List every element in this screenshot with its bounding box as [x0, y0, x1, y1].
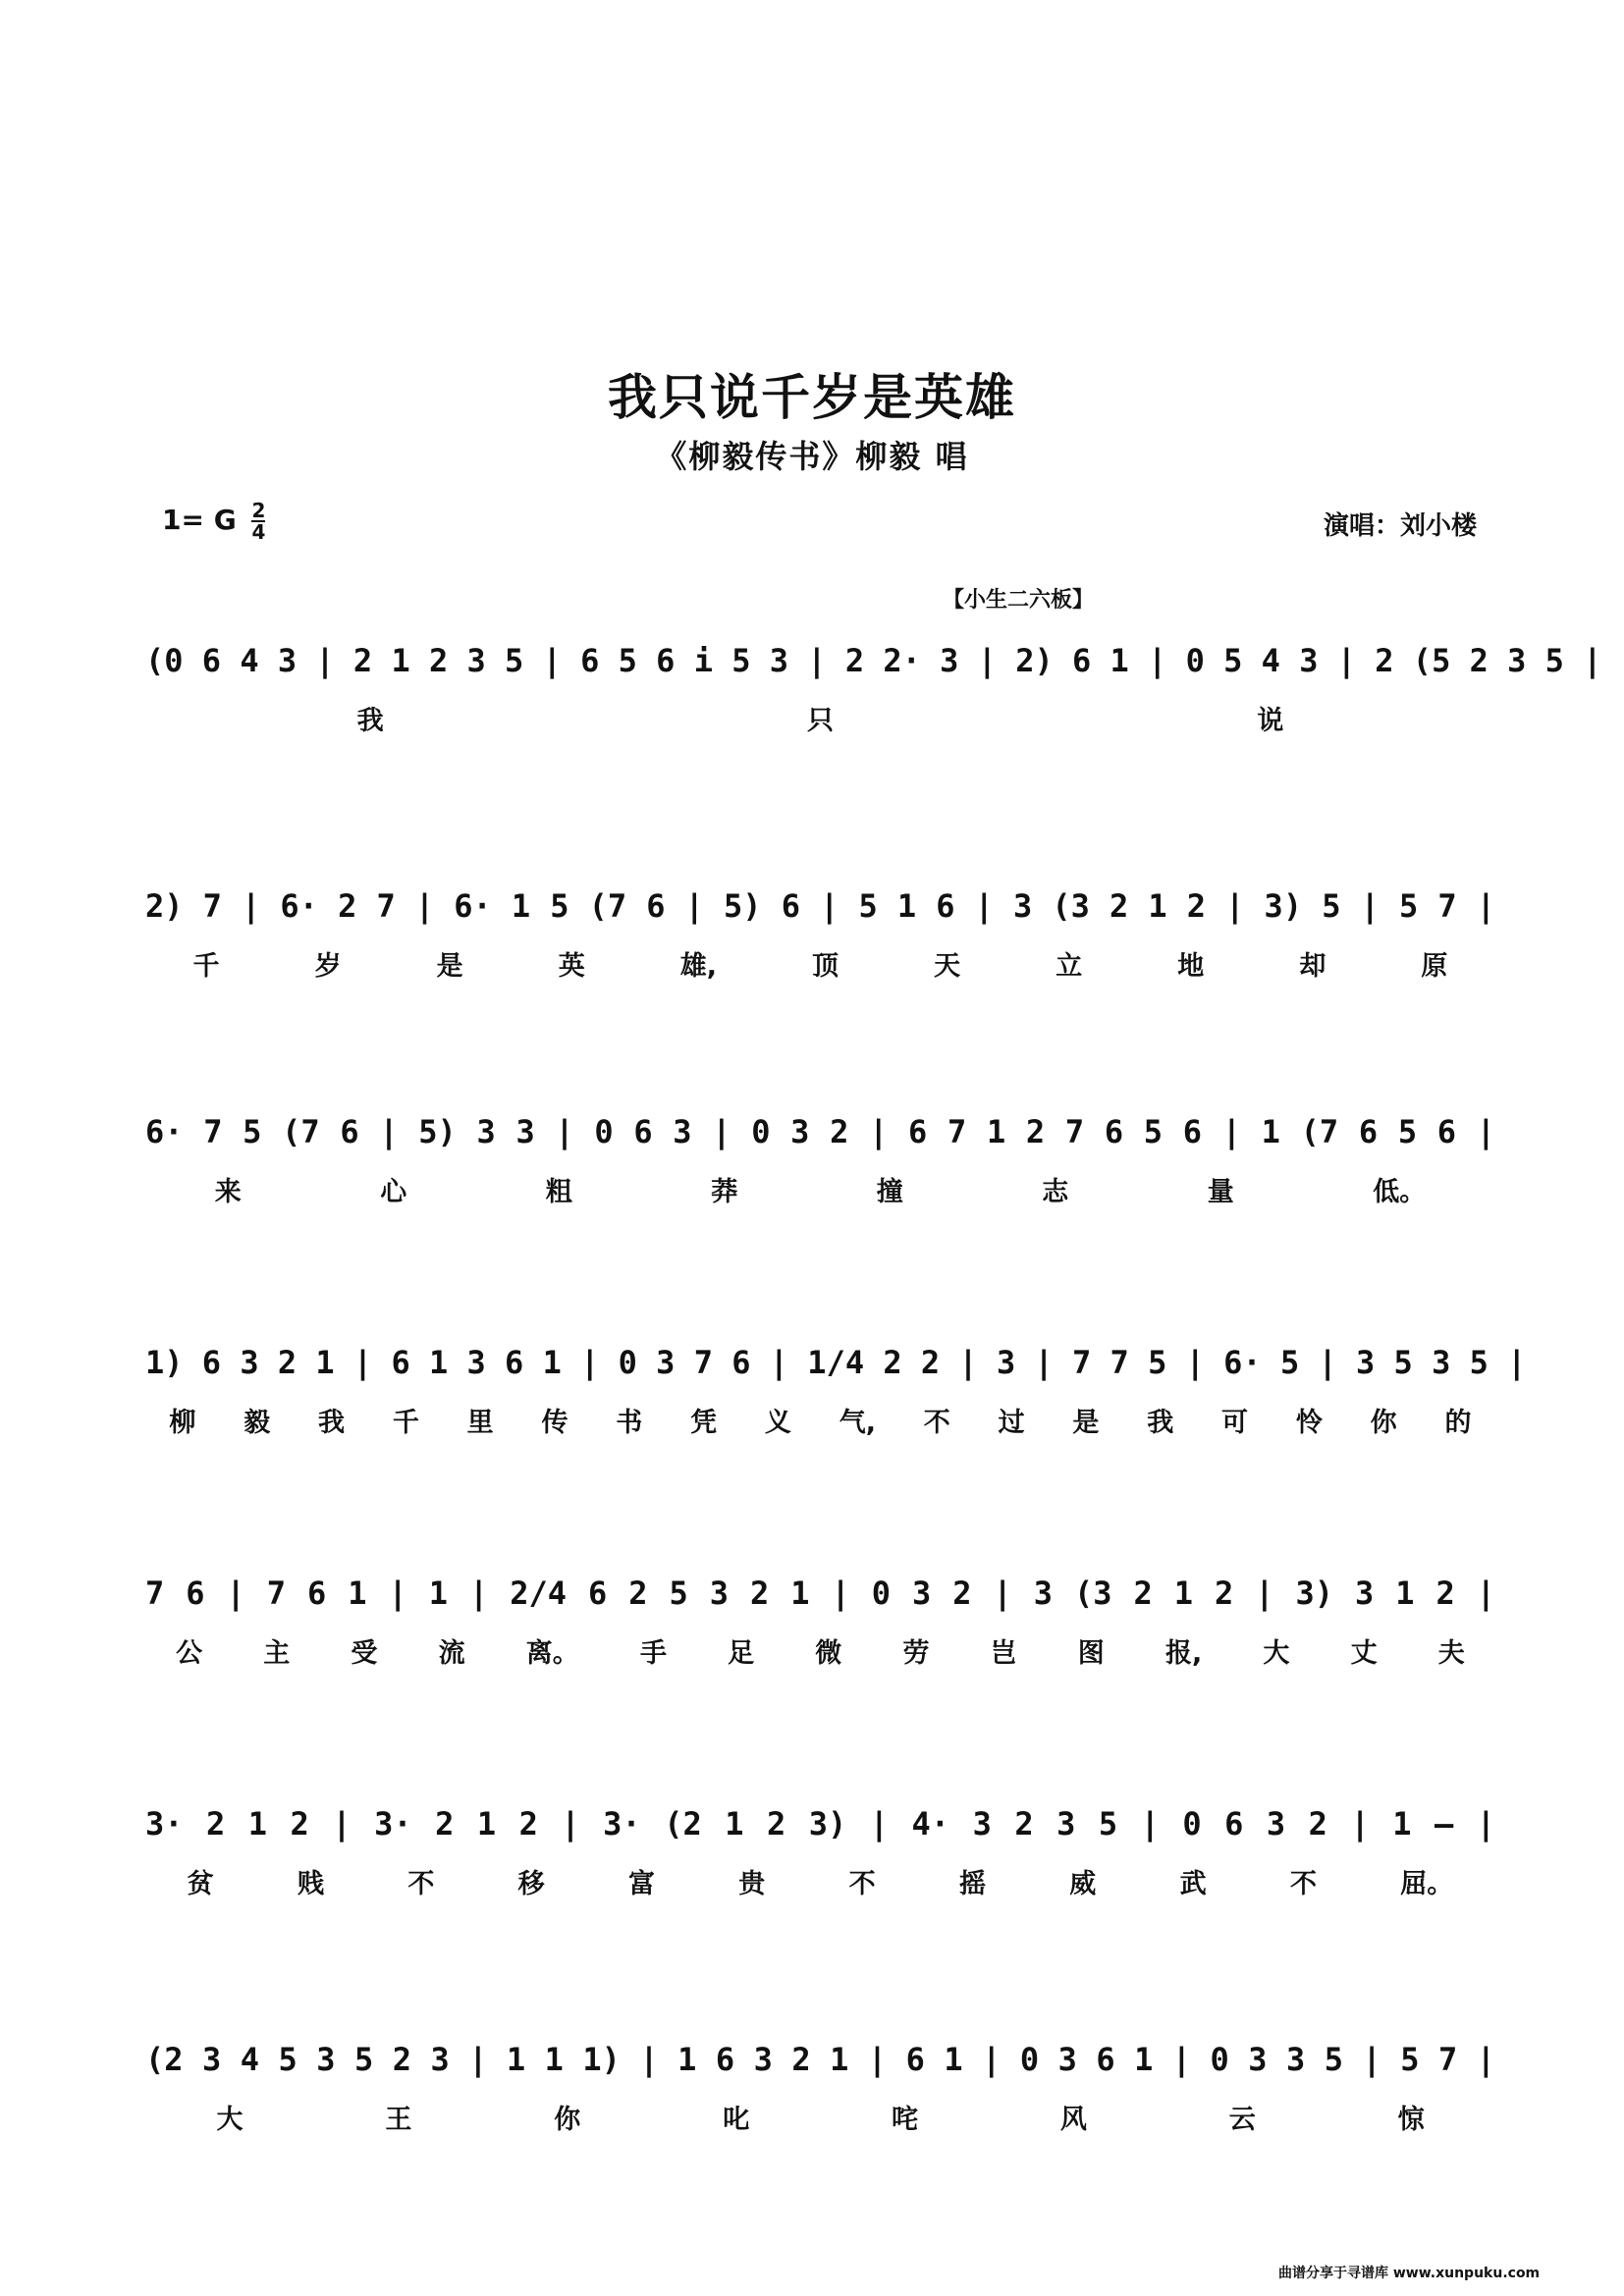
score-row — [145, 2017, 1495, 2155]
lyric-syllable: 丈 — [1350, 1638, 1378, 1669]
lyric-syllable: 贵 — [738, 1869, 766, 1899]
lyrics-line — [145, 944, 1495, 983]
notation-text: 7 6 | 7 6 1 | 1 | 2/4 6 2 5 3 2 1 | 0 3 2 | 3 (3 2 1 2 | 3) 3 1 2 | — [145, 1575, 1495, 1612]
lyric-syllable: 的 — [1444, 1408, 1472, 1438]
lyric-syllable: 原 — [1421, 951, 1448, 982]
lyric-syllable: 贫 — [187, 1869, 214, 1899]
lyric-syllable: 岁 — [314, 951, 342, 982]
key-label: 1= G — [162, 504, 237, 536]
lyric-syllable: 屈。 — [1400, 1869, 1454, 1899]
lyric-syllable: 离。 — [525, 1638, 579, 1669]
section-label: 【小生二六板】 — [943, 588, 1095, 613]
lyric-syllable: 受 — [351, 1638, 378, 1669]
lyric-syllable: 公 — [176, 1638, 203, 1669]
lyric-syllable: 风 — [1059, 2105, 1087, 2135]
lyric-syllable: 说 — [1257, 706, 1284, 736]
lyric-syllable: 我 — [356, 706, 384, 736]
lyric-syllable: 过 — [998, 1408, 1025, 1438]
lyric-syllable: 心 — [380, 1177, 407, 1207]
lyrics-line — [145, 1862, 1495, 1900]
lyric-syllable: 却 — [1299, 951, 1326, 982]
notation-text: 1) 6 3 2 1 | 6 1 3 6 1 | 0 3 7 6 | 1/4 2 2 | 3 | 7 7 5 | 6· 5 | 3 5 3 5 | — [145, 1344, 1527, 1381]
lyric-syllable: 气, — [839, 1408, 876, 1438]
song-subtitle: 《柳毅传书》柳毅 唱 — [655, 438, 969, 475]
lyric-syllable: 粗 — [545, 1177, 572, 1207]
score-row — [145, 1320, 1527, 1458]
lyric-syllable: 云 — [1228, 2105, 1256, 2135]
notation-line — [145, 864, 1495, 925]
score-row — [145, 1551, 1495, 1688]
lyric-syllable: 摇 — [958, 1869, 986, 1899]
lyric-syllable: 顶 — [812, 951, 839, 982]
lyric-syllable: 书 — [616, 1408, 643, 1438]
lyric-syllable: 撞 — [876, 1177, 903, 1207]
lyric-syllable: 贱 — [297, 1869, 324, 1899]
lyric-syllable: 天 — [934, 951, 961, 982]
lyric-syllable: 岂 — [990, 1638, 1017, 1669]
notation-line — [145, 1090, 1495, 1150]
notation-line — [145, 1782, 1495, 1842]
lyric-syllable: 传 — [541, 1408, 568, 1438]
lyric-syllable: 千 — [392, 1408, 419, 1438]
lyric-syllable: 报, — [1164, 1638, 1203, 1669]
lyric-syllable: 威 — [1069, 1869, 1097, 1899]
lyric-syllable: 可 — [1221, 1408, 1249, 1438]
lyric-syllable: 是 — [436, 951, 463, 982]
score-row — [145, 618, 1602, 756]
lyric-syllable: 地 — [1177, 951, 1205, 982]
lyric-syllable: 夫 — [1437, 1638, 1465, 1669]
notation-text: 6· 7 5 (7 6 | 5) 3 3 | 0 6 3 | 0 3 2 | 6 7 1 2 7 6 5 6 | 1 (7 6 5 6 | — [145, 1113, 1495, 1150]
lyric-syllable: 主 — [263, 1638, 291, 1669]
score-row — [145, 1090, 1495, 1227]
lyric-syllable: 里 — [466, 1408, 494, 1438]
lyric-syllable: 你 — [554, 2105, 581, 2135]
lyric-syllable: 莽 — [711, 1177, 738, 1207]
lyric-syllable: 不 — [1289, 1869, 1317, 1899]
time-signature — [251, 501, 265, 542]
footer-credit: 曲谱分享于寻谱库 www.xunpuku.com — [1278, 2266, 1541, 2281]
lyric-syllable: 立 — [1056, 951, 1083, 982]
notation-text: 3· 2 1 2 | 3· 2 1 2 | 3· (2 1 2 3) | 4· 3 2 3 5 | 0 6 3 2 | 1 — | — [145, 1805, 1495, 1842]
lyric-syllable: 雄, — [679, 951, 718, 982]
lyric-syllable: 志 — [1042, 1177, 1069, 1207]
lyrics-line — [145, 2098, 1495, 2136]
lyric-syllable: 叱 — [723, 2105, 750, 2135]
lyric-syllable: 武 — [1179, 1869, 1207, 1899]
lyric-syllable: 只 — [806, 706, 834, 736]
lyric-syllable: 手 — [639, 1638, 667, 1669]
notation-line — [145, 2017, 1495, 2078]
lyrics-line — [145, 1170, 1495, 1208]
lyric-syllable: 你 — [1370, 1408, 1397, 1438]
lyrics-line — [145, 1631, 1495, 1670]
notation-line — [145, 618, 1602, 679]
lyric-syllable: 我 — [1147, 1408, 1174, 1438]
lyric-syllable: 英 — [558, 951, 585, 982]
lyric-syllable: 我 — [318, 1408, 346, 1438]
lyric-syllable: 凭 — [690, 1408, 718, 1438]
score-row — [145, 1782, 1495, 1919]
lyric-syllable: 大 — [1263, 1638, 1290, 1669]
notation-text: (0 6 4 3 | 2 1 2 3 5 | 6 5 6 i 5 3 | 2 2· 3 | 2) 6 1 | 0 5 4 3 | 2 (5 2 3 5 | — [145, 642, 1602, 679]
lyric-syllable: 咤 — [891, 2105, 918, 2135]
notation-line — [145, 1320, 1527, 1381]
singer-credit: 演唱：刘小楼 — [1324, 511, 1478, 541]
notation-text: 2) 7 | 6· 2 7 | 6· 1 5 (7 6 | 5) 6 | 5 1 6 | 3 (3 2 1 2 | 3) 5 | 5 7 | — [145, 887, 1495, 925]
score-row — [145, 864, 1495, 1001]
lyric-syllable: 惊 — [1397, 2105, 1425, 2135]
lyric-syllable: 量 — [1207, 1177, 1234, 1207]
time-sig-numerator: 2 — [251, 499, 266, 522]
notation-line — [145, 1551, 1495, 1612]
lyric-syllable: 来 — [214, 1177, 242, 1207]
lyric-syllable: 劳 — [902, 1638, 930, 1669]
lyric-syllable: 不 — [848, 1869, 876, 1899]
key-signature — [162, 501, 265, 542]
lyric-syllable: 微 — [815, 1638, 842, 1669]
lyric-syllable: 不 — [923, 1408, 950, 1438]
lyric-syllable: 是 — [1072, 1408, 1100, 1438]
lyric-syllable: 富 — [627, 1869, 655, 1899]
lyric-syllable: 柳 — [169, 1408, 196, 1438]
lyric-syllable: 移 — [517, 1869, 545, 1899]
lyric-syllable: 大 — [216, 2105, 244, 2135]
lyric-syllable: 流 — [438, 1638, 465, 1669]
song-title: 我只说千岁是英雄 — [608, 369, 1016, 426]
lyrics-line — [145, 1401, 1495, 1439]
notation-text: (2 3 4 5 3 5 2 3 | 1 1 1) | 1 6 3 2 1 | 6 1 | 0 3 6 1 | 0 3 3 5 | 5 7 | — [145, 2041, 1495, 2078]
time-sig-denominator: 4 — [251, 520, 266, 544]
lyric-syllable: 王 — [385, 2105, 412, 2135]
lyric-syllable: 低。 — [1373, 1177, 1427, 1207]
lyric-syllable: 图 — [1077, 1638, 1105, 1669]
lyric-syllable: 怜 — [1295, 1408, 1323, 1438]
lyric-syllable: 义 — [764, 1408, 791, 1438]
lyric-syllable: 毅 — [244, 1408, 271, 1438]
lyrics-line — [145, 699, 1495, 737]
lyric-syllable: 足 — [728, 1638, 755, 1669]
lyric-syllable: 千 — [192, 951, 220, 982]
lyric-syllable: 不 — [407, 1869, 435, 1899]
